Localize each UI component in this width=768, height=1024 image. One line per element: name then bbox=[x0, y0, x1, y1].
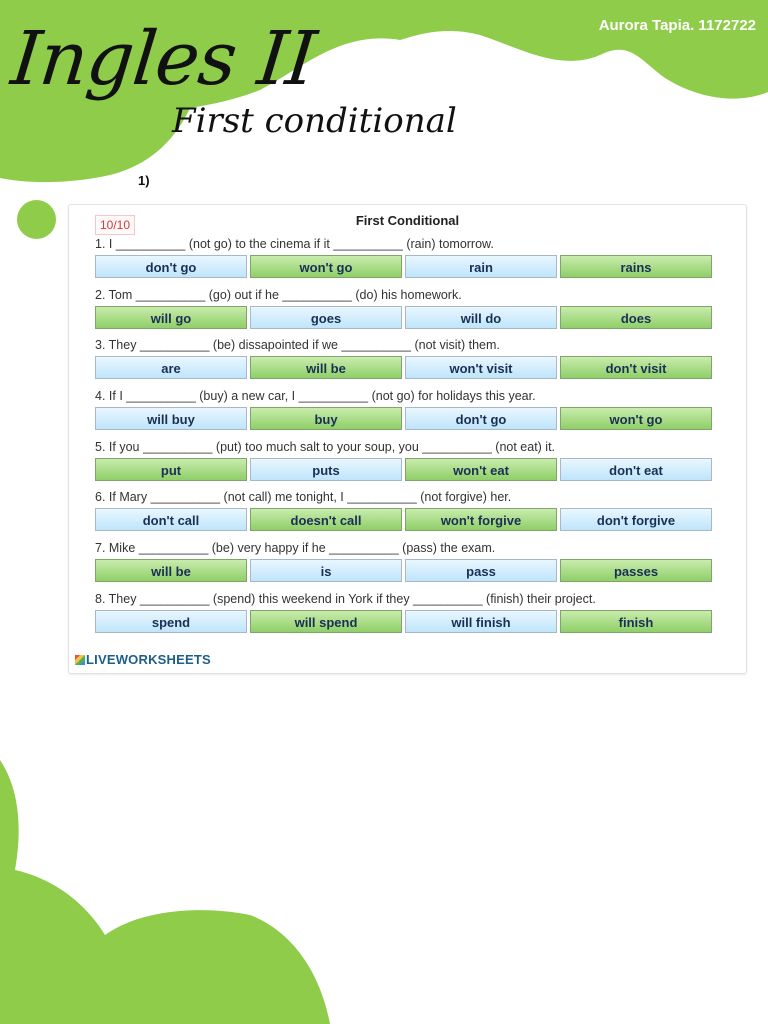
answer-option[interactable]: will finish bbox=[405, 610, 557, 633]
exercise-sentence: 2. Tom __________ (go) out if he __________ (do) his homework. bbox=[95, 287, 462, 302]
answer-option[interactable]: won't forgive bbox=[405, 508, 557, 531]
answer-option[interactable]: is bbox=[250, 559, 402, 582]
answer-option[interactable]: buy bbox=[250, 407, 402, 430]
question-number: 1) bbox=[138, 173, 150, 188]
exercise-sentence: 6. If Mary __________ (not call) me tonight, I __________ (not forgive) her. bbox=[95, 490, 512, 505]
answer-option[interactable]: will buy bbox=[95, 407, 247, 430]
exercise-sentence: 8. They __________ (spend) this weekend in York if they __________ (finish) their project. bbox=[95, 591, 596, 606]
exercise-sentence: 7. Mike __________ (be) very happy if he __________ (pass) the exam. bbox=[95, 541, 496, 556]
worksheet bbox=[68, 204, 747, 674]
answer-option[interactable]: will do bbox=[405, 306, 557, 329]
exercise-item bbox=[95, 336, 715, 387]
exercise-item bbox=[95, 590, 715, 641]
exercise-item bbox=[95, 488, 715, 539]
worksheet-title: First Conditional bbox=[355, 213, 460, 228]
answer-option[interactable]: rains bbox=[560, 255, 712, 278]
answer-option[interactable]: spend bbox=[95, 610, 247, 633]
exercise-item bbox=[95, 387, 715, 438]
answer-option[interactable]: don't call bbox=[95, 508, 247, 531]
answer-option[interactable]: passes bbox=[560, 559, 712, 582]
exercise-item bbox=[95, 235, 715, 286]
logo-text: LIVEWORKSHEETS bbox=[86, 652, 211, 667]
exercise-list bbox=[95, 235, 715, 641]
answer-option[interactable]: put bbox=[95, 458, 247, 481]
exercise-item bbox=[95, 286, 715, 337]
answer-option[interactable]: doesn't call bbox=[250, 508, 402, 531]
answer-option[interactable]: rain bbox=[405, 255, 557, 278]
answer-option[interactable]: won't visit bbox=[405, 356, 557, 379]
exercise-sentence: 3. They __________ (be) dissapointed if we __________ (not visit) them. bbox=[95, 338, 500, 353]
exercise-sentence: 4. If I __________ (buy) a new car, I __________ (not go) for holidays this year. bbox=[95, 389, 536, 404]
answer-option[interactable]: will go bbox=[95, 306, 247, 329]
answer-option[interactable]: goes bbox=[250, 306, 402, 329]
exercise-item bbox=[95, 438, 715, 489]
answer-option[interactable]: puts bbox=[250, 458, 402, 481]
answer-option[interactable]: won't go bbox=[560, 407, 712, 430]
exercise-sentence: 1. I __________ (not go) to the cinema if it __________ (rain) tomorrow. bbox=[95, 237, 494, 251]
page-subtitle: First conditional bbox=[172, 101, 457, 141]
answer-option[interactable]: pass bbox=[405, 559, 557, 582]
bullet-dot bbox=[17, 200, 56, 239]
logo-icon bbox=[75, 655, 85, 665]
answer-option[interactable]: won't go bbox=[250, 255, 402, 278]
author-name: Aurora Tapia. 1172722 bbox=[598, 17, 756, 34]
answer-option[interactable]: are bbox=[95, 356, 247, 379]
answer-option[interactable]: will be bbox=[95, 559, 247, 582]
liveworksheets-logo bbox=[75, 652, 211, 667]
answer-option[interactable]: will be bbox=[250, 356, 402, 379]
answer-option[interactable]: does bbox=[560, 306, 712, 329]
answer-option[interactable]: don't go bbox=[405, 407, 557, 430]
exercise-sentence: 5. If you __________ (put) too much salt to your soup, you __________ (not eat) it. bbox=[95, 439, 556, 454]
score-badge: 10/10 bbox=[95, 215, 135, 235]
answer-option[interactable]: don't forgive bbox=[560, 508, 712, 531]
page-title: Ingles II bbox=[7, 16, 320, 102]
answer-option[interactable]: finish bbox=[560, 610, 712, 633]
answer-option[interactable]: don't go bbox=[95, 255, 247, 278]
exercise-item bbox=[95, 539, 715, 590]
answer-option[interactable]: will spend bbox=[250, 610, 402, 633]
answer-option[interactable]: don't visit bbox=[560, 356, 712, 379]
answer-option[interactable]: don't eat bbox=[560, 458, 712, 481]
answer-option[interactable]: won't eat bbox=[405, 458, 557, 481]
